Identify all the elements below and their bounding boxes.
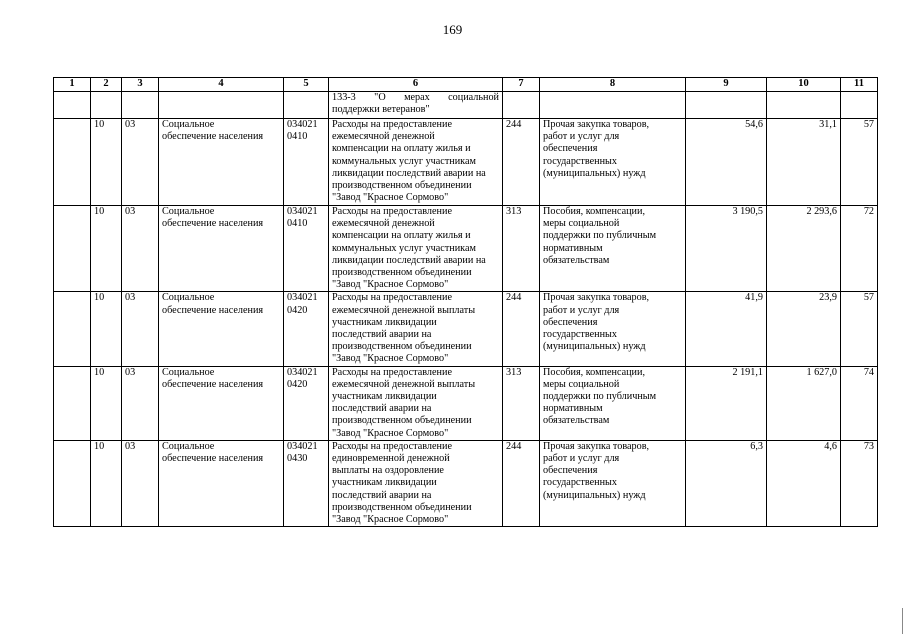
subsection-code: 03 [122, 366, 159, 440]
target-article-code: 034021 0410 [284, 206, 329, 292]
planned-amount: 2 191,1 [686, 366, 767, 440]
section-name: Социальное обеспечение населения [159, 206, 284, 292]
section-name: Социальное обеспечение населения [159, 440, 284, 526]
execution-percent: 74 [841, 366, 878, 440]
execution-percent: 73 [841, 440, 878, 526]
section-name: Социальное обеспечение населения [159, 119, 284, 206]
col-header: 7 [503, 78, 540, 92]
page-number: 169 [442, 22, 463, 37]
scan-edge-mark [902, 608, 903, 634]
section-name: Социальное обеспечение населения [159, 366, 284, 440]
target-article-code: 034021 0430 [284, 440, 329, 526]
planned-amount: 3 190,5 [686, 206, 767, 292]
expense-type-name: Прочая закупка товаров, работ и услуг для обеспечения государственных (муниципальных) нужд [540, 292, 686, 366]
subsection-code: 03 [122, 119, 159, 206]
expense-description: Расходы на предоставление единовременной денежной выплаты на оздоровление участникам ликвидации последствий аварии на производственном объединении "Завод "Красное Сормово" [329, 440, 503, 526]
col-header: 10 [767, 78, 841, 92]
executed-amount: 23,9 [767, 292, 841, 366]
continuation-row [54, 92, 878, 119]
executed-amount: 1 627,0 [767, 366, 841, 440]
col-header: 5 [284, 78, 329, 92]
col-header: 2 [91, 78, 122, 92]
planned-amount: 54,6 [686, 119, 767, 206]
cell-empty [54, 206, 91, 292]
table-row [54, 119, 878, 206]
expense-description: Расходы на предоставление ежемесячной денежной компенсации на оплату жилья и коммунальных услуг участникам ликвидации последствий аварии на производственном объединении "Завод "Красное Сормово" [329, 206, 503, 292]
subsection-code: 03 [122, 292, 159, 366]
table-row [54, 440, 878, 526]
table-row [54, 292, 878, 366]
col-header: 9 [686, 78, 767, 92]
expense-type-name: Пособия, компенсации, меры социальной поддержки по публичным нормативным обязательствам [540, 206, 686, 292]
expense-type-name: Прочая закупка товаров, работ и услуг для обеспечения государственных (муниципальных) нужд [540, 440, 686, 526]
expense-type-code: 244 [503, 292, 540, 366]
cell-empty [54, 440, 91, 526]
expense-description: Расходы на предоставление ежемесячной денежной выплаты участникам ликвидации последствий аварии на производственном объединении "Завод "Красное Сормово" [329, 366, 503, 440]
execution-percent: 72 [841, 206, 878, 292]
expense-description: Расходы на предоставление ежемесячной денежной выплаты участникам ликвидации последствий аварии на производственном объединении "Завод "Красное Сормово" [329, 292, 503, 366]
section-code: 10 [91, 292, 122, 366]
cell-empty [54, 366, 91, 440]
section-name: Социальное обеспечение населения [159, 292, 284, 366]
executed-amount: 31,1 [767, 119, 841, 206]
expense-type-name: Прочая закупка товаров, работ и услуг для обеспечения государственных (муниципальных) нужд [540, 119, 686, 206]
section-code: 10 [91, 119, 122, 206]
subsection-code: 03 [122, 440, 159, 526]
col-header: 8 [540, 78, 686, 92]
executed-amount: 2 293,6 [767, 206, 841, 292]
section-code: 10 [91, 206, 122, 292]
continuation-text: 133-3 "О мерах социальной поддержки ветеранов" [329, 92, 503, 119]
cell-empty [54, 119, 91, 206]
expense-type-code: 313 [503, 206, 540, 292]
budget-table [53, 77, 878, 527]
col-header: 3 [122, 78, 159, 92]
target-article-code: 034021 0410 [284, 119, 329, 206]
expense-description: Расходы на предоставление ежемесячной денежной компенсации на оплату жилья и коммунальных услуг участникам ликвидации последствий аварии на производственном объединении "Завод "Красное Сормово" [329, 119, 503, 206]
expense-type-code: 244 [503, 440, 540, 526]
header-row [54, 78, 878, 92]
table-row [54, 206, 878, 292]
cell-empty [54, 292, 91, 366]
expense-type-code: 313 [503, 366, 540, 440]
col-header: 6 [329, 78, 503, 92]
expense-type-name: Пособия, компенсации, меры социальной поддержки по публичным нормативным обязательствам [540, 366, 686, 440]
target-article-code: 034021 0420 [284, 366, 329, 440]
section-code: 10 [91, 440, 122, 526]
execution-percent: 57 [841, 119, 878, 206]
expense-type-code: 244 [503, 119, 540, 206]
planned-amount: 6,3 [686, 440, 767, 526]
section-code: 10 [91, 366, 122, 440]
subsection-code: 03 [122, 206, 159, 292]
col-header: 11 [841, 78, 878, 92]
col-header: 1 [54, 78, 91, 92]
executed-amount: 4,6 [767, 440, 841, 526]
planned-amount: 41,9 [686, 292, 767, 366]
col-header: 4 [159, 78, 284, 92]
table-row [54, 366, 878, 440]
target-article-code: 034021 0420 [284, 292, 329, 366]
execution-percent: 57 [841, 292, 878, 366]
